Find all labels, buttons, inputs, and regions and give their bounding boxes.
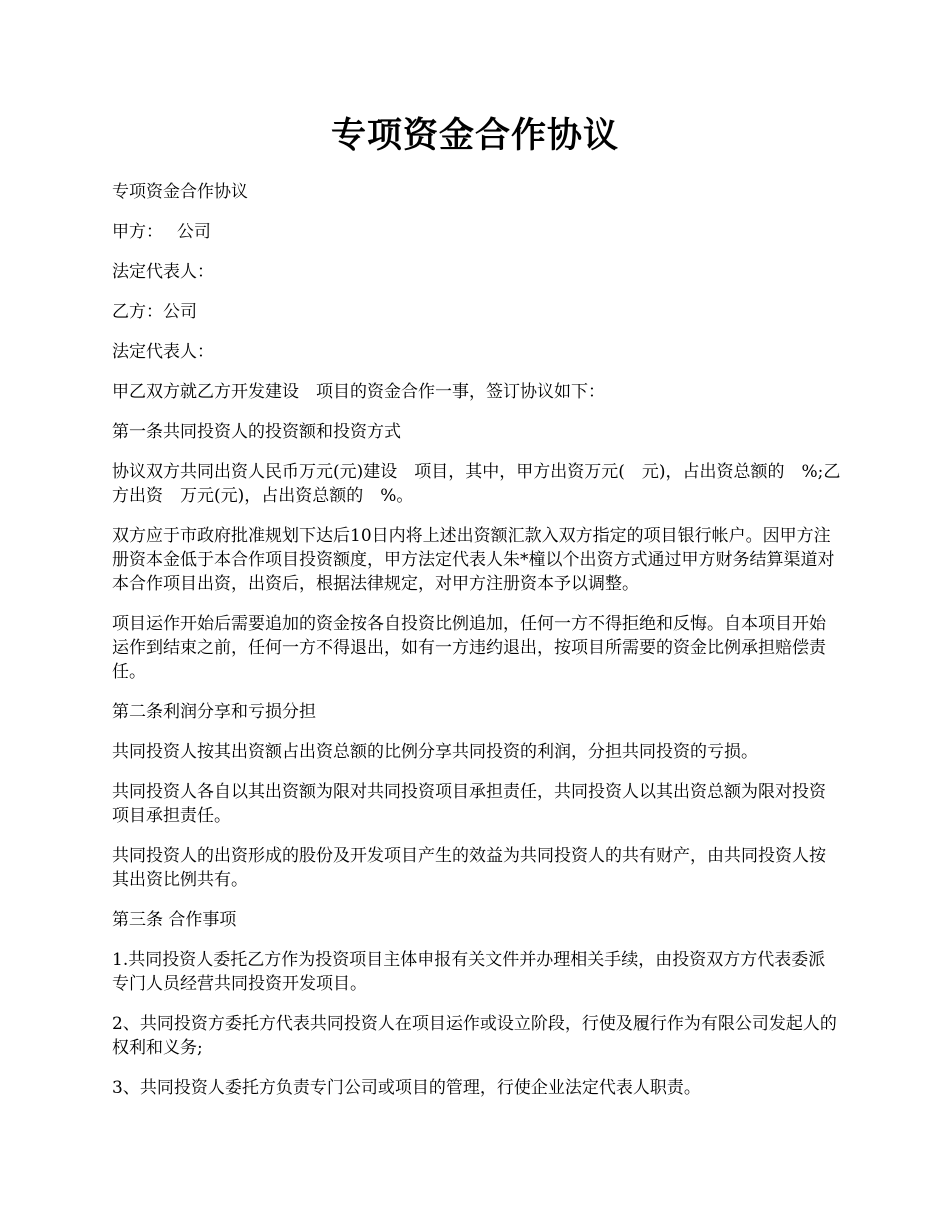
- article-1-paragraph-1: 协议双方共同出资人民币万元(元)建设 项目，其中，甲方出资万元( 元)，占出资总额的 %;乙方出资 万元(元)，占出资总额的 %。: [112, 462, 841, 506]
- party-b-line: 乙方：公司: [112, 302, 197, 322]
- article-2-paragraph-1: 共同投资人按其出资额占出资总额的比例分享共同投资的利润，分担共同投资的亏损。: [112, 742, 758, 762]
- article-2-paragraph-2: 共同投资人各自以其出资额为限对共同投资项目承担责任，共同投资人以其出资总额为限对投资项目承担责任。: [112, 782, 826, 826]
- party-b-representative-line: 法定代表人：: [112, 342, 214, 362]
- article-2-heading: 第二条利润分享和亏损分担: [112, 702, 316, 722]
- article-2-paragraph-3: 共同投资人的出资形成的股份及开发项目产生的效益为共同投资人的共有财产，由共同投资人按其出资比例共有。: [112, 846, 826, 890]
- article-3-item-2: 2、共同投资方委托方代表共同投资人在项目运作或设立阶段，行使及履行作为有限公司发起人的权利和义务;: [112, 1014, 837, 1058]
- document-title: 专项资金合作协议: [330, 115, 619, 156]
- article-3-heading: 第三条 合作事项: [112, 910, 237, 930]
- article-1-paragraph-3: 项目运作开始后需要追加的资金按各自投资比例追加，任何一方不得拒绝和反悔。自本项目开始运作到结束之前，任何一方不得退出，如有一方违约退出，按项目所需要的资金比例承担赔偿责任。: [112, 614, 826, 682]
- article-1-heading: 第一条共同投资人的投资额和投资方式: [112, 422, 401, 442]
- article-3-item-1: 1.共同投资人委托乙方作为投资项目主体申报有关文件并办理相关手续，由投资双方方代表委派专门人员经营共同投资开发项目。: [112, 950, 826, 994]
- party-a-representative-line: 法定代表人：: [112, 262, 214, 282]
- document-body: [112, 180, 842, 1116]
- preamble-paragraph: 甲乙双方就乙方开发建设 项目的资金合作一事，签订协议如下：: [112, 382, 605, 402]
- subtitle-line: 专项资金合作协议: [112, 182, 248, 202]
- article-3-item-3: 3、共同投资人委托方负责专门公司或项目的管理，行使企业法定代表人职责。: [112, 1078, 701, 1098]
- party-a-line: 甲方： 公司: [112, 222, 211, 242]
- article-1-paragraph-2: 双方应于市政府批准规划下达后10日内将上述出资额汇款入双方指定的项目银行帐户。因甲方注册资本金低于本合作项目投资额度，甲方法定代表人朱*橦以个出资方式通过甲方财务结算渠道对本合作项目出资，出资后，根据法律规定，对甲方注册资本予以调整。: [112, 526, 835, 594]
